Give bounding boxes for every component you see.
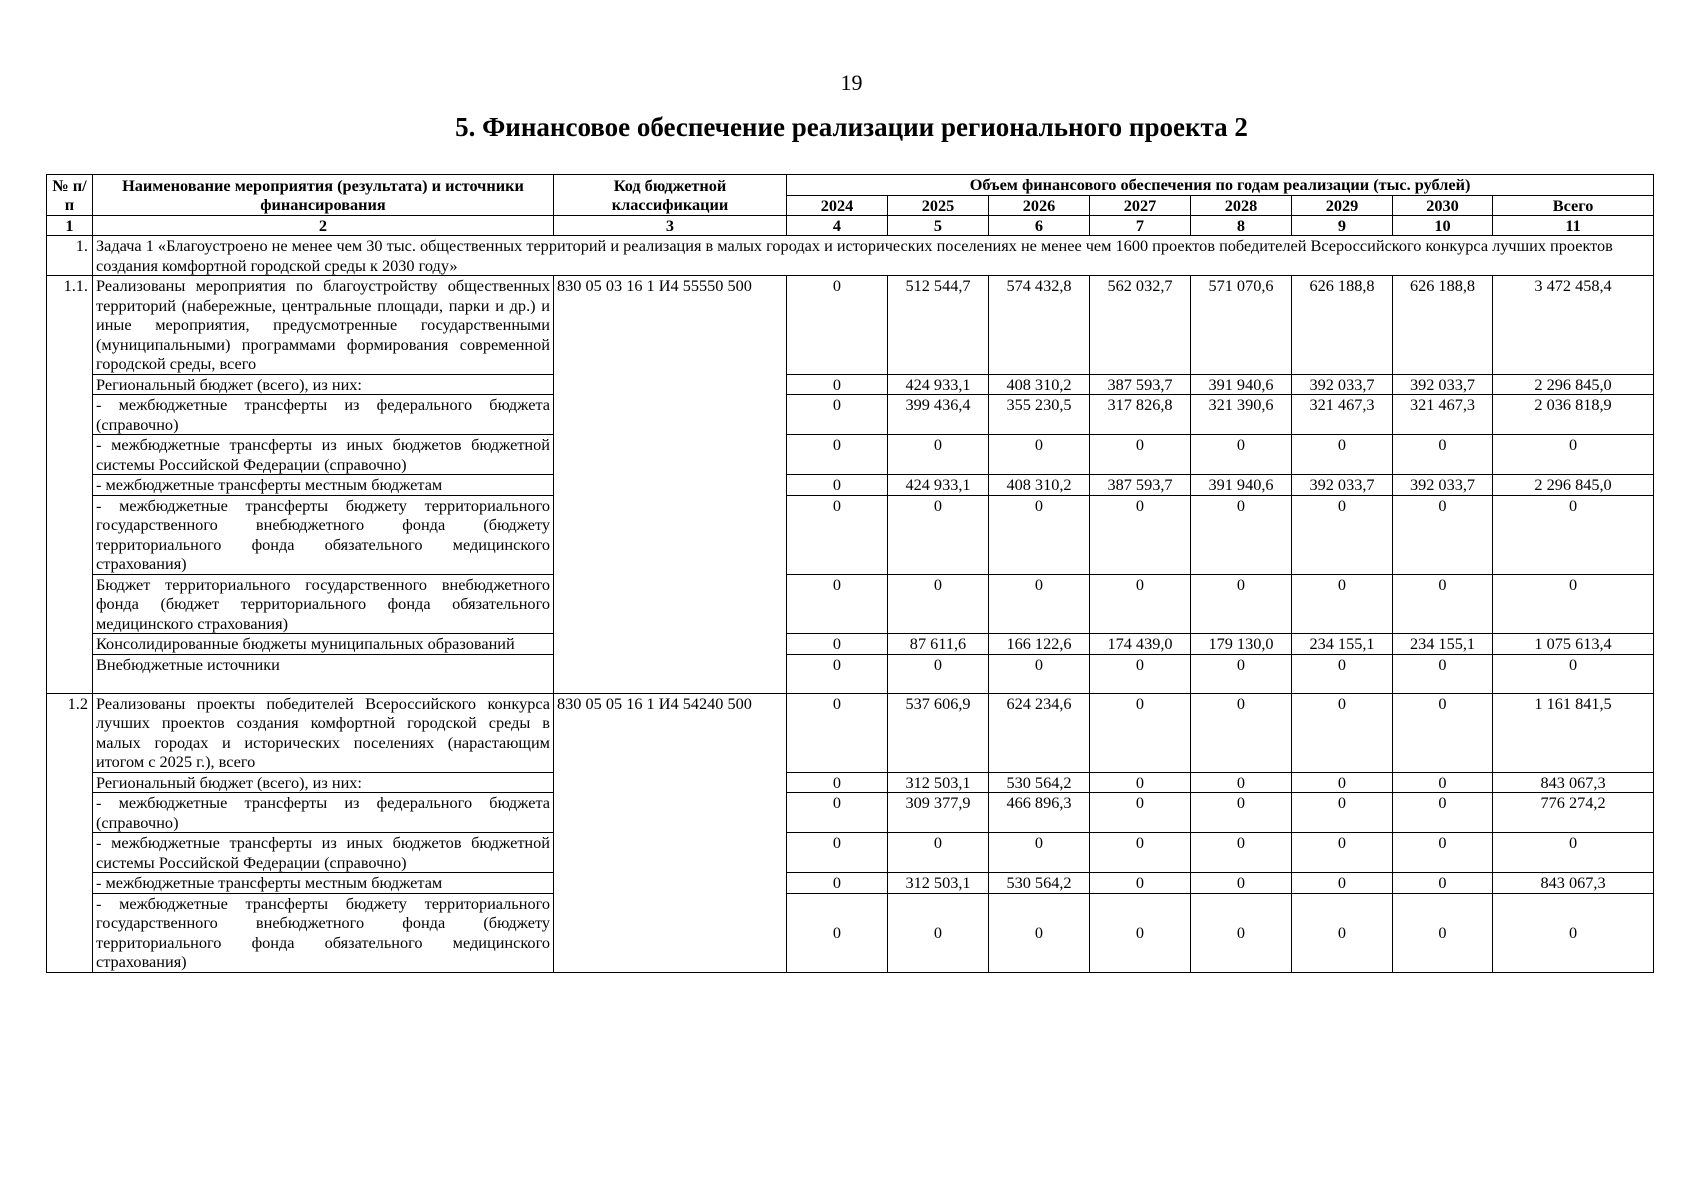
cell-value: 0 — [787, 833, 888, 873]
section-number: 1.2 — [47, 693, 93, 972]
cell-value: 0 — [1090, 435, 1191, 475]
cell-value: 0 — [989, 654, 1090, 693]
cell-value: 626 188,8 — [1393, 276, 1493, 375]
header-year: 2025 — [888, 195, 989, 216]
cell-value: 0 — [1292, 893, 1393, 972]
cell-value: 0 — [1393, 435, 1493, 475]
cell-value: 626 188,8 — [1292, 276, 1393, 375]
cell-total: 1 161 841,5 — [1493, 693, 1654, 772]
column-number: 3 — [554, 216, 787, 236]
cell-value: 0 — [787, 475, 888, 496]
cell-value: 0 — [1191, 435, 1292, 475]
cell-total: 2 296 845,0 — [1493, 475, 1654, 496]
cell-value: 0 — [787, 374, 888, 395]
table-row — [47, 873, 1654, 894]
row-name: Внебюджетные источники — [93, 654, 554, 693]
cell-value: 0 — [1090, 495, 1191, 574]
cell-value: 387 593,7 — [1090, 475, 1191, 496]
row-name: - межбюджетные трансферты из иных бюджетов бюджетной системы Российской Федерации (справочно) — [93, 435, 554, 475]
cell-value: 321 390,6 — [1191, 395, 1292, 435]
cell-value: 0 — [1090, 574, 1191, 634]
table-row — [47, 793, 1654, 833]
cell-value: 0 — [1191, 574, 1292, 634]
cell-value: 0 — [787, 873, 888, 894]
cell-value: 321 467,3 — [1393, 395, 1493, 435]
table-row — [47, 374, 1654, 395]
cell-value: 0 — [787, 654, 888, 693]
cell-value: 424 933,1 — [888, 475, 989, 496]
cell-value: 392 033,7 — [1292, 374, 1393, 395]
cell-value: 0 — [787, 395, 888, 435]
cell-value: 179 130,0 — [1191, 634, 1292, 655]
cell-value: 355 230,5 — [989, 395, 1090, 435]
cell-value: 512 544,7 — [888, 276, 989, 375]
column-number: 1 — [47, 216, 93, 236]
cell-value: 0 — [1393, 574, 1493, 634]
cell-value: 0 — [989, 574, 1090, 634]
cell-value: 0 — [1191, 793, 1292, 833]
cell-value: 0 — [1292, 495, 1393, 574]
cell-value: 0 — [989, 833, 1090, 873]
header-total: Всего — [1493, 195, 1654, 216]
cell-total: 3 472 458,4 — [1493, 276, 1654, 375]
column-number: 9 — [1292, 216, 1393, 236]
cell-value: 574 432,8 — [989, 276, 1090, 375]
cell-total: 0 — [1493, 654, 1654, 693]
table-row — [47, 634, 1654, 655]
table-row — [47, 475, 1654, 496]
cell-value: 399 436,4 — [888, 395, 989, 435]
cell-value: 0 — [1393, 654, 1493, 693]
row-name: Консолидированные бюджеты муниципальных образований — [93, 634, 554, 655]
table-row — [47, 574, 1654, 634]
cell-value: 0 — [1393, 873, 1493, 894]
cell-value: 0 — [1191, 495, 1292, 574]
cell-value: 0 — [1090, 893, 1191, 972]
cell-value: 0 — [888, 893, 989, 972]
task-row — [47, 236, 1654, 276]
cell-total: 0 — [1493, 435, 1654, 475]
cell-value: 392 033,7 — [1393, 374, 1493, 395]
cell-total: 0 — [1493, 833, 1654, 873]
cell-value: 309 377,9 — [888, 793, 989, 833]
cell-value: 0 — [989, 495, 1090, 574]
cell-value: 0 — [1292, 435, 1393, 475]
cell-value: 0 — [888, 574, 989, 634]
column-number: 6 — [989, 216, 1090, 236]
cell-value: 0 — [1292, 693, 1393, 772]
cell-value: 530 564,2 — [989, 772, 1090, 793]
row-name: - межбюджетные трансферты из иных бюджетов бюджетной системы Российской Федерации (справочно) — [93, 833, 554, 873]
cell-total: 776 274,2 — [1493, 793, 1654, 833]
cell-total: 2 296 845,0 — [1493, 374, 1654, 395]
header-row-top — [47, 175, 1654, 196]
cell-total: 843 067,3 — [1493, 772, 1654, 793]
cell-value: 392 033,7 — [1393, 475, 1493, 496]
cell-value: 571 070,6 — [1191, 276, 1292, 375]
cell-value: 408 310,2 — [989, 374, 1090, 395]
financing-table — [46, 174, 1654, 973]
cell-value: 0 — [1393, 693, 1493, 772]
cell-value: 0 — [1090, 833, 1191, 873]
table-row — [47, 495, 1654, 574]
section-number: 1.1. — [47, 276, 93, 694]
cell-total: 0 — [1493, 495, 1654, 574]
cell-value: 0 — [787, 435, 888, 475]
table-row — [47, 693, 1654, 772]
header-year: 2024 — [787, 195, 888, 216]
cell-value: 0 — [1393, 793, 1493, 833]
cell-value: 0 — [1090, 793, 1191, 833]
cell-value: 0 — [1191, 833, 1292, 873]
cell-value: 0 — [1393, 772, 1493, 793]
cell-value: 391 940,6 — [1191, 374, 1292, 395]
column-number: 11 — [1493, 216, 1654, 236]
cell-value: 0 — [1292, 873, 1393, 894]
cell-value: 0 — [1292, 833, 1393, 873]
header-year: 2027 — [1090, 195, 1191, 216]
cell-value: 0 — [787, 276, 888, 375]
header-year: 2030 — [1393, 195, 1493, 216]
cell-value: 312 503,1 — [888, 772, 989, 793]
row-name: - межбюджетные трансферты из федерального бюджета (справочно) — [93, 395, 554, 435]
row-name: Региональный бюджет (всего), из них: — [93, 772, 554, 793]
row-name: - межбюджетные трансферты местным бюджетам — [93, 873, 554, 894]
page-number: 19 — [840, 70, 863, 95]
cell-value: 0 — [787, 495, 888, 574]
cell-value: 0 — [787, 793, 888, 833]
cell-value: 87 611,6 — [888, 634, 989, 655]
table-row — [47, 435, 1654, 475]
row-name: - межбюджетные трансферты из федерального бюджета (справочно) — [93, 793, 554, 833]
column-number: 10 — [1393, 216, 1493, 236]
cell-total: 1 075 613,4 — [1493, 634, 1654, 655]
cell-value: 0 — [1393, 893, 1493, 972]
budget-code: 830 05 03 16 1 И4 55550 500 — [554, 276, 787, 694]
cell-value: 466 896,3 — [989, 793, 1090, 833]
row-name: - межбюджетные трансферты местным бюджетам — [93, 475, 554, 496]
task-text: Задача 1 «Благоустроено не менее чем 30 тыс. общественных территорий и реализация в малых городах и исторических поселениях не менее чем 1600 проектов победителей Всероссийского конкурса лучших проектов создания комфортной городской среды к 2030 году» — [93, 236, 1654, 276]
cell-value: 0 — [787, 693, 888, 772]
cell-value: 392 033,7 — [1292, 475, 1393, 496]
table-row — [47, 654, 1654, 693]
cell-value: 166 122,6 — [989, 634, 1090, 655]
cell-total: 0 — [1493, 893, 1654, 972]
cell-value: 0 — [1191, 654, 1292, 693]
cell-value: 0 — [1292, 772, 1393, 793]
column-number: 4 — [787, 216, 888, 236]
budget-code: 830 05 05 16 1 И4 54240 500 — [554, 693, 787, 972]
cell-value: 0 — [1393, 833, 1493, 873]
cell-value: 0 — [1191, 893, 1292, 972]
column-number-row — [47, 216, 1654, 236]
header-code: Код бюджетной классификации — [554, 175, 787, 216]
cell-total: 2 036 818,9 — [1493, 395, 1654, 435]
table-row — [47, 395, 1654, 435]
page-title: 5. Финансовое обеспечение реализации регионального проекта 2 — [455, 112, 1248, 142]
header-year: 2029 — [1292, 195, 1393, 216]
cell-value: 537 606,9 — [888, 693, 989, 772]
header-volume: Объем финансового обеспечения по годам реализации (тыс. рублей) — [787, 175, 1654, 196]
cell-value: 624 234,6 — [989, 693, 1090, 772]
cell-value: 562 032,7 — [1090, 276, 1191, 375]
cell-value: 0 — [787, 634, 888, 655]
row-name: Региональный бюджет (всего), из них: — [93, 374, 554, 395]
cell-value: 0 — [888, 435, 989, 475]
cell-value: 0 — [989, 435, 1090, 475]
row-name: Реализованы мероприятия по благоустройству общественных территорий (набережные, центральные площади, парки и др.) и иные мероприятия, предусмотренные государственными (муниципальными) программами формирования современной городской среды, всего — [93, 276, 554, 375]
cell-value: 234 155,1 — [1393, 634, 1493, 655]
column-number: 7 — [1090, 216, 1191, 236]
cell-value: 0 — [1393, 495, 1493, 574]
cell-value: 312 503,1 — [888, 873, 989, 894]
cell-value: 0 — [1191, 693, 1292, 772]
header-year: 2028 — [1191, 195, 1292, 216]
cell-value: 0 — [1090, 772, 1191, 793]
cell-value: 387 593,7 — [1090, 374, 1191, 395]
cell-value: 0 — [1292, 793, 1393, 833]
table-row — [47, 833, 1654, 873]
cell-value: 317 826,8 — [1090, 395, 1191, 435]
table-row — [47, 276, 1654, 375]
row-name: - межбюджетные трансферты бюджету территориального государственного внебюджетного фонда (бюджету территориального фонда обязательного медицинского страхования) — [93, 893, 554, 972]
cell-value: 0 — [1090, 654, 1191, 693]
row-name: Реализованы проекты победителей Всероссийского конкурса лучших проектов создания комфортной городской среды в малых городах и исторических поселениях (нарастающим итогом с 2025 г.), всего — [93, 693, 554, 772]
cell-value: 0 — [787, 574, 888, 634]
cell-value: 0 — [888, 833, 989, 873]
cell-value: 0 — [1191, 772, 1292, 793]
cell-value: 0 — [1090, 693, 1191, 772]
cell-value: 0 — [888, 495, 989, 574]
cell-total: 0 — [1493, 574, 1654, 634]
row-name: Бюджет территориального государственного внебюджетного фонда (бюджет территориального фонда обязательного медицинского страхования) — [93, 574, 554, 634]
cell-value: 0 — [1191, 873, 1292, 894]
cell-value: 0 — [1292, 654, 1393, 693]
column-number: 8 — [1191, 216, 1292, 236]
cell-value: 391 940,6 — [1191, 475, 1292, 496]
table-row — [47, 772, 1654, 793]
table-row — [47, 893, 1654, 972]
cell-value: 0 — [989, 893, 1090, 972]
cell-value: 0 — [888, 654, 989, 693]
column-number: 2 — [93, 216, 554, 236]
task-number: 1. — [47, 236, 93, 276]
column-number: 5 — [888, 216, 989, 236]
cell-value: 0 — [787, 893, 888, 972]
cell-value: 530 564,2 — [989, 873, 1090, 894]
cell-value: 174 439,0 — [1090, 634, 1191, 655]
cell-total: 843 067,3 — [1493, 873, 1654, 894]
cell-value: 234 155,1 — [1292, 634, 1393, 655]
cell-value: 408 310,2 — [989, 475, 1090, 496]
cell-value: 0 — [787, 772, 888, 793]
cell-value: 321 467,3 — [1292, 395, 1393, 435]
cell-value: 424 933,1 — [888, 374, 989, 395]
header-year: 2026 — [989, 195, 1090, 216]
row-name: - межбюджетные трансферты бюджету территориального государственного внебюджетного фонда (бюджету территориального фонда обязательного медицинского страхования) — [93, 495, 554, 574]
header-no: № п/п — [47, 175, 93, 216]
cell-value: 0 — [1292, 574, 1393, 634]
header-name: Наименование мероприятия (результата) и источники финансирования — [93, 175, 554, 216]
cell-value: 0 — [1090, 873, 1191, 894]
